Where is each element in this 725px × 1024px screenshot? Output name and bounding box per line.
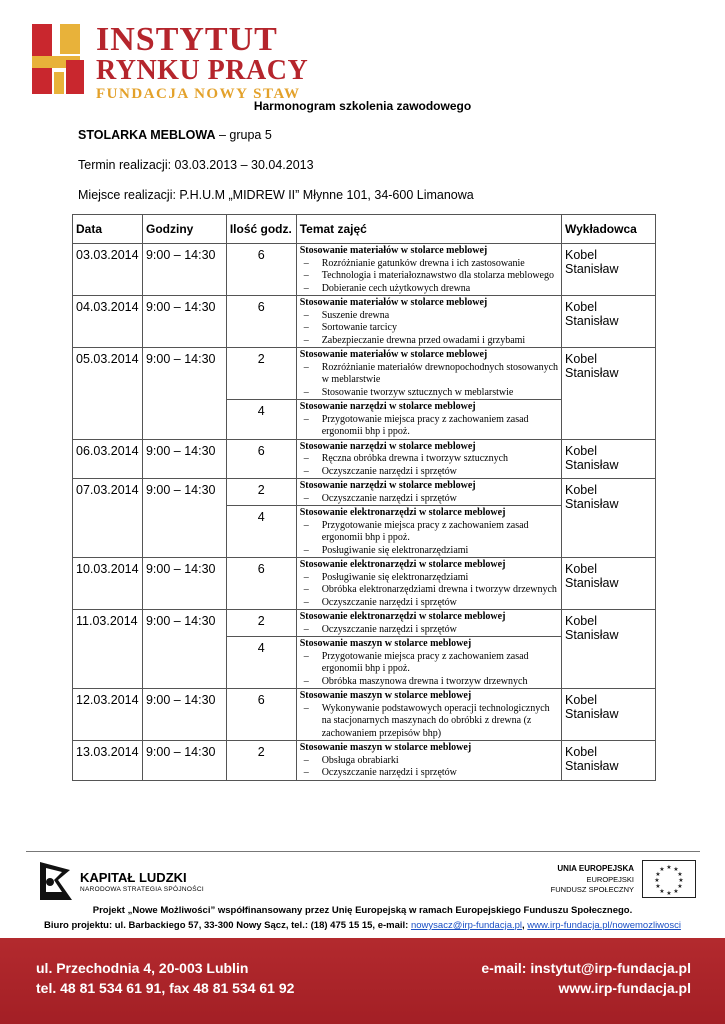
cell-hours: 9:00 – 14:30 <box>142 296 226 348</box>
topic-items <box>300 703 558 741</box>
svg-text:★: ★ <box>659 888 665 895</box>
topic-item: – Przygotowanie miejsca pracy z zachowaniem zasad ergonomii bhp i ppoż. <box>300 414 558 439</box>
kapital-ludzki-logo <box>36 858 236 908</box>
cell-hours: 9:00 – 14:30 <box>142 741 226 781</box>
topic-item: – Rozróżnianie materiałów drewnopochodnych stosowanych w meblarstwie <box>300 362 558 387</box>
course-group: – grupa 5 <box>218 128 272 142</box>
cell-date: 06.03.2014 <box>73 439 143 479</box>
cell-lecturer: Kobel Stanisław <box>562 296 656 348</box>
svg-text:★: ★ <box>677 871 683 878</box>
topic-item: – Ręczna obróbka drewna i tworzyw sztucznych <box>300 453 558 466</box>
cell-hours: 9:00 – 14:30 <box>142 689 226 741</box>
cell-count: 6 <box>226 296 296 348</box>
topic-title: Stosowanie maszyn w stolarce meblowej <box>299 690 472 701</box>
cell-topic <box>296 506 561 558</box>
cell-topic <box>296 244 561 296</box>
cell-date: 10.03.2014 <box>73 558 143 610</box>
header-hours: Godziny <box>142 215 226 244</box>
topic-item: – Przygotowanie miejsca pracy z zachowaniem zasad ergonomii bhp i ppoż. <box>300 651 558 676</box>
svg-text:★: ★ <box>677 883 683 890</box>
schedule-table <box>72 214 656 781</box>
cell-hours: 9:00 – 14:30 <box>142 348 226 440</box>
institute-logo <box>24 20 324 100</box>
topic-items <box>300 651 558 689</box>
footer-band <box>0 938 725 1024</box>
table-row <box>73 348 656 400</box>
cell-topic <box>296 741 561 781</box>
topic-title: Stosowanie materiałów w stolarce meblowej <box>299 297 488 308</box>
cell-date: 04.03.2014 <box>73 296 143 348</box>
cell-count: 2 <box>226 610 296 637</box>
logo-line1: INSTYTUT <box>96 21 278 58</box>
topic-items <box>300 520 558 558</box>
topic-items <box>300 624 558 637</box>
topic-item: – Obsługa obrabiarki <box>300 755 558 768</box>
office-address: Biuro projektu: ul. Barbackiego 57, 33-300 Nowy Sącz, tel.: (18) 475 15 15, e-mail: <box>44 920 411 931</box>
topic-item: – Posługiwanie się elektronarzędziami <box>300 572 558 585</box>
term-line: Termin realizacji: 03.03.2013 – 30.04.2013 <box>78 158 314 172</box>
topic-item: – Oczyszczanie narzędzi i sprzętów <box>300 624 558 637</box>
place-line: Miejsce realizacji: P.H.U.M „MIDREW II” Młynne 101, 34-600 Limanowa <box>78 188 474 202</box>
eu-line1: UNIA EUROPEJSKA <box>557 864 634 873</box>
svg-text:★: ★ <box>666 890 672 897</box>
cell-hours: 9:00 – 14:30 <box>142 439 226 479</box>
cell-topic <box>296 479 561 506</box>
topic-title: Stosowanie elektronarzędzi w stolarce meblowej <box>299 611 506 622</box>
topic-title: Stosowanie materiałów w stolarce meblowej <box>299 349 488 360</box>
cell-topic <box>296 558 561 610</box>
topic-item: – Oczyszczanie narzędzi i sprzętów <box>300 493 558 506</box>
cell-date: 03.03.2014 <box>73 244 143 296</box>
topic-item: – Stosowanie tworzyw sztucznych w meblarstwie <box>300 387 558 400</box>
svg-text:★: ★ <box>659 866 665 873</box>
topic-item: – Zabezpieczanie drewna przed owadami i grzybami <box>300 335 558 348</box>
cell-count: 6 <box>226 689 296 741</box>
eu-flag-icon <box>642 860 696 898</box>
cell-lecturer: Kobel Stanisław <box>562 558 656 610</box>
header-topic: Temat zajęć <box>296 215 561 244</box>
topic-title: Stosowanie maszyn w stolarce meblowej <box>299 638 472 649</box>
svg-text:★: ★ <box>655 883 661 890</box>
topic-item: – Przygotowanie miejsca pracy z zachowaniem zasad ergonomii bhp i ppoż. <box>300 520 558 545</box>
footer-address: ul. Przechodnia 4, 20-003 Lublin <box>36 960 249 976</box>
topic-items <box>300 310 558 348</box>
topic-items <box>300 453 558 478</box>
cell-hours: 9:00 – 14:30 <box>142 479 226 558</box>
cell-hours: 9:00 – 14:30 <box>142 610 226 689</box>
topic-items <box>300 258 558 296</box>
header-date: Data <box>73 215 143 244</box>
table-row <box>73 610 656 637</box>
office-email-link[interactable]: nowysacz@irp-fundacja.pl <box>410 920 523 931</box>
project-office <box>0 920 725 931</box>
cell-topic <box>296 439 561 479</box>
topic-item: – Oczyszczanie narzędzi i sprzętów <box>300 597 558 610</box>
cell-lecturer: Kobel Stanisław <box>562 439 656 479</box>
svg-text:★: ★ <box>655 871 661 878</box>
topic-title: Stosowanie narzędzi w stolarce meblowej <box>299 480 476 491</box>
table-row <box>73 439 656 479</box>
cell-lecturer: Kobel Stanisław <box>562 610 656 689</box>
cell-count: 2 <box>226 479 296 506</box>
cell-date: 12.03.2014 <box>73 689 143 741</box>
topic-item: – Suszenie drewna <box>300 310 558 323</box>
topic-items <box>300 755 558 780</box>
topic-item: – Oczyszczanie narzędzi i sprzętów <box>300 466 558 479</box>
table-row <box>73 741 656 781</box>
cell-hours: 9:00 – 14:30 <box>142 244 226 296</box>
topic-title: Stosowanie elektronarzędzi w stolarce meblowej <box>299 507 506 518</box>
topic-items <box>300 493 558 506</box>
header-lecturer: Wykładowca <box>562 215 656 244</box>
table-row <box>73 244 656 296</box>
topic-item: – Oczyszczanie narzędzi i sprzętów <box>300 767 558 780</box>
table-row <box>73 689 656 741</box>
document-title: Harmonogram szkolenia zawodowego <box>253 99 472 113</box>
cell-lecturer: Kobel Stanisław <box>562 689 656 741</box>
course-line <box>78 128 272 142</box>
topic-item: – Dobieranie cech użytkowych drewna <box>300 283 558 296</box>
eu-logo <box>540 858 700 908</box>
cell-count: 6 <box>226 439 296 479</box>
table-row <box>73 558 656 610</box>
cell-count: 4 <box>226 506 296 558</box>
cell-lecturer: Kobel Stanisław <box>562 244 656 296</box>
cell-lecturer: Kobel Stanisław <box>562 479 656 558</box>
topic-item: – Obróbka maszynowa drewna i tworzyw drzewnych <box>300 676 558 689</box>
logo-line2: RYNKU PRACY <box>96 55 309 86</box>
cell-date: 07.03.2014 <box>73 479 143 558</box>
topic-item: – Rozróżnianie gatunków drewna i ich zastosowanie <box>300 258 558 271</box>
cell-lecturer: Kobel Stanisław <box>562 741 656 781</box>
footer-phone: tel. 48 81 534 61 91, fax 48 81 534 61 92 <box>36 980 295 996</box>
topic-items <box>300 362 558 400</box>
topic-items <box>300 572 558 610</box>
kapital-ludzki-icon <box>36 858 76 904</box>
table-header-row <box>73 215 656 244</box>
kapital-ludzki-title: KAPITAŁ LUDZKI <box>80 870 187 885</box>
svg-text:★: ★ <box>666 864 672 871</box>
cell-count: 6 <box>226 244 296 296</box>
cell-count: 4 <box>226 637 296 689</box>
svg-text:★: ★ <box>673 888 679 895</box>
project-statement: Projekt „Nowe Możliwości” współfinansowany przez Unię Europejską w ramach Europejskiego Funduszu Społecznego. <box>92 905 633 916</box>
cell-topic <box>296 689 561 741</box>
cell-topic <box>296 400 561 440</box>
table-row <box>73 479 656 506</box>
office-separator: , <box>522 920 528 931</box>
svg-text:★: ★ <box>654 877 660 884</box>
cell-count: 2 <box>226 348 296 400</box>
header-count: Ilość godz. <box>226 215 296 244</box>
eu-line3: FUNDUSZ SPOŁECZNY <box>550 885 634 894</box>
svg-text:★: ★ <box>673 866 679 873</box>
table-row <box>73 296 656 348</box>
cell-date: 11.03.2014 <box>73 610 143 689</box>
logo-line3: FUNDACJA NOWY STAW <box>96 86 301 102</box>
cell-hours: 9:00 – 14:30 <box>142 558 226 610</box>
topic-title: Stosowanie narzędzi w stolarce meblowej <box>299 401 476 412</box>
cell-topic <box>296 296 561 348</box>
topic-title: Stosowanie materiałów w stolarce meblowej <box>299 245 488 256</box>
cell-lecturer: Kobel Stanisław <box>562 348 656 440</box>
cell-topic <box>296 348 561 400</box>
cell-date: 13.03.2014 <box>73 741 143 781</box>
cell-count: 4 <box>226 400 296 440</box>
cell-count: 2 <box>226 741 296 781</box>
eu-line2: EUROPEJSKI <box>586 875 634 884</box>
topic-item: – Sortowanie tarcicy <box>300 322 558 335</box>
footer-divider <box>26 851 700 852</box>
course-name: STOLARKA MEBLOWA <box>78 128 216 142</box>
cell-count: 6 <box>226 558 296 610</box>
topic-item: – Posługiwanie się elektronarzędziami <box>300 545 558 558</box>
topic-title: Stosowanie elektronarzędzi w stolarce meblowej <box>299 559 506 570</box>
topic-title: Stosowanie maszyn w stolarce meblowej <box>299 742 472 753</box>
svg-text:★: ★ <box>678 877 684 884</box>
topic-item: – Obróbka elektronarzędziami drewna i tworzyw drzewnych <box>300 584 558 597</box>
logo-mark-icon <box>24 20 94 100</box>
topic-items <box>300 414 558 439</box>
cell-topic <box>296 610 561 637</box>
topic-item: – Wykonywanie podstawowych operacji technologicznych na stacjonarnych maszynach do obróbki z drewna (z zachowaniem przepisów bhp) <box>300 703 558 741</box>
cell-date: 05.03.2014 <box>73 348 143 440</box>
topic-title: Stosowanie narzędzi w stolarce meblowej <box>299 440 476 452</box>
footer-email: e-mail: instytut@irp-fundacja.pl <box>481 960 691 976</box>
cell-topic <box>296 637 561 689</box>
office-www-link[interactable]: www.irp-fundacja.pl/nowemozliwosci <box>527 920 681 931</box>
kapital-ludzki-subtitle: NARODOWA STRATEGIA SPÓJNOŚCI <box>80 886 204 893</box>
topic-item: – Technologia i materiałoznawstwo dla stolarza meblowego <box>300 270 558 283</box>
footer-www: www.irp-fundacja.pl <box>558 980 691 996</box>
